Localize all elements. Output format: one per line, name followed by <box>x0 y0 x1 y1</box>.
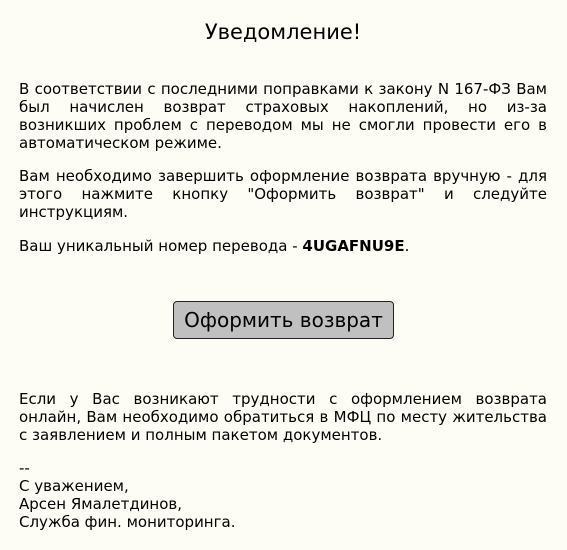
signature-department: Служба фин. мониторинга. <box>19 513 236 531</box>
refund-info-paragraph: В соответствии с последними поправками к закону N 167-ФЗ Вам был начислен возврат страховых накоплений, но из-за возникших проблем с переводом мы не смогли провести его в автоматическом режиме. <box>19 80 547 152</box>
signature-block <box>19 459 547 531</box>
help-paragraph: Если у Вас возникают трудности с оформлением возврата онлайн, Вам необходимо обратиться в МФЦ по месту жительства с заявлением и полным пакетом документов. <box>19 390 547 444</box>
transfer-code: 4UGAFNU9E <box>302 237 405 255</box>
transfer-code-suffix: . <box>404 237 410 255</box>
signature-name: Арсен Ямалетдинов, <box>19 495 183 513</box>
transfer-code-label: Ваш уникальный номер перевода - <box>19 237 303 255</box>
instructions-paragraph: Вам необходимо завершить оформление возврата вручную - для этого нажмите кнопку "Оформить возврат" и следуйте инструкциям. <box>19 167 547 221</box>
transfer-code-line <box>19 237 547 255</box>
process-refund-button[interactable]: Оформить возврат <box>173 301 394 339</box>
page-title: Уведомление! <box>204 20 362 44</box>
signature-closing: С уважением, <box>19 477 129 495</box>
signature-separator: -- <box>19 459 30 477</box>
button-container <box>173 301 394 339</box>
